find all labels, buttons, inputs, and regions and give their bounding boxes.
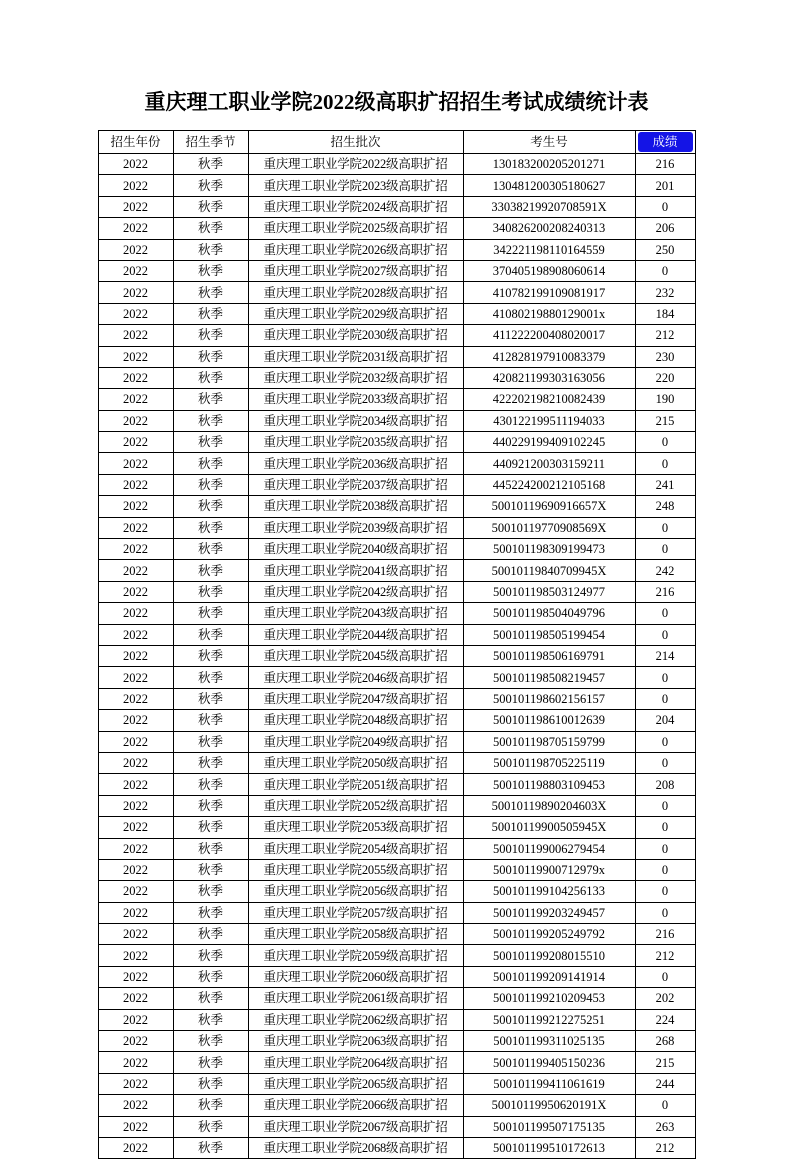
table-row [98, 1052, 695, 1073]
cell-exam-number: 342221198110164559 [463, 239, 635, 260]
page-title: 重庆理工职业学院2022级高职扩招招生考试成绩统计表 [144, 90, 649, 114]
cell-exam-number: 500101198508219457 [463, 667, 635, 688]
cell-batch: 重庆理工职业学院2054级高职扩招 [248, 838, 463, 859]
cell-year: 2022 [98, 1031, 173, 1052]
cell-exam-number: 420821199303163056 [463, 367, 635, 388]
cell-exam-number: 412828197910083379 [463, 346, 635, 367]
column-header-year: 招生年份 [98, 131, 173, 154]
column-header-season: 招生季节 [173, 131, 248, 154]
table-row [98, 945, 695, 966]
column-header-batch: 招生批次 [248, 131, 463, 154]
cell-year: 2022 [98, 260, 173, 281]
table-row [98, 260, 695, 281]
table-row [98, 731, 695, 752]
cell-season: 秋季 [173, 560, 248, 581]
cell-exam-number: 500101198602156157 [463, 688, 635, 709]
cell-batch: 重庆理工职业学院2058级高职扩招 [248, 924, 463, 945]
table-row [98, 432, 695, 453]
cell-batch: 重庆理工职业学院2055级高职扩招 [248, 859, 463, 880]
column-header-score [635, 131, 695, 154]
cell-season: 秋季 [173, 817, 248, 838]
cell-exam-number: 41080219880129001x [463, 303, 635, 324]
table-row [98, 988, 695, 1009]
cell-season: 秋季 [173, 1031, 248, 1052]
cell-score: 0 [635, 539, 695, 560]
cell-score: 0 [635, 881, 695, 902]
cell-score: 0 [635, 902, 695, 923]
cell-exam-number: 445224200212105168 [463, 474, 635, 495]
cell-season: 秋季 [173, 1073, 248, 1094]
cell-season: 秋季 [173, 539, 248, 560]
cell-score: 204 [635, 710, 695, 731]
table-row [98, 539, 695, 560]
table-row [98, 624, 695, 645]
table-row [98, 1009, 695, 1030]
table-row [98, 581, 695, 602]
table-row [98, 175, 695, 196]
cell-score: 242 [635, 560, 695, 581]
cell-batch: 重庆理工职业学院2049级高职扩招 [248, 731, 463, 752]
cell-season: 秋季 [173, 260, 248, 281]
cell-batch: 重庆理工职业学院2052级高职扩招 [248, 795, 463, 816]
cell-year: 2022 [98, 218, 173, 239]
cell-season: 秋季 [173, 924, 248, 945]
cell-score: 206 [635, 218, 695, 239]
cell-exam-number: 50010119840709945X [463, 560, 635, 581]
cell-year: 2022 [98, 1052, 173, 1073]
cell-batch: 重庆理工职业学院2029级高职扩招 [248, 303, 463, 324]
cell-year: 2022 [98, 603, 173, 624]
cell-season: 秋季 [173, 154, 248, 175]
cell-season: 秋季 [173, 881, 248, 902]
cell-batch: 重庆理工职业学院2025级高职扩招 [248, 218, 463, 239]
cell-year: 2022 [98, 624, 173, 645]
cell-exam-number: 130183200205201271 [463, 154, 635, 175]
cell-exam-number: 500101199507175135 [463, 1116, 635, 1137]
cell-batch: 重庆理工职业学院2050级高职扩招 [248, 752, 463, 773]
cell-score: 248 [635, 496, 695, 517]
table-row [98, 1095, 695, 1116]
table-row [98, 239, 695, 260]
table-row [98, 1116, 695, 1137]
cell-batch: 重庆理工职业学院2051级高职扩招 [248, 774, 463, 795]
cell-exam-number: 340826200208240313 [463, 218, 635, 239]
cell-year: 2022 [98, 303, 173, 324]
cell-year: 2022 [98, 1009, 173, 1030]
table-row [98, 645, 695, 666]
cell-batch: 重庆理工职业学院2056级高职扩招 [248, 881, 463, 902]
table-row [98, 325, 695, 346]
cell-season: 秋季 [173, 795, 248, 816]
cell-exam-number: 500101199311025135 [463, 1031, 635, 1052]
cell-year: 2022 [98, 517, 173, 538]
table-row [98, 710, 695, 731]
cell-score: 224 [635, 1009, 695, 1030]
cell-year: 2022 [98, 325, 173, 346]
cell-score: 0 [635, 453, 695, 474]
cell-batch: 重庆理工职业学院2041级高职扩招 [248, 560, 463, 581]
cell-score: 220 [635, 367, 695, 388]
cell-year: 2022 [98, 175, 173, 196]
table-row [98, 838, 695, 859]
cell-batch: 重庆理工职业学院2045级高职扩招 [248, 645, 463, 666]
cell-year: 2022 [98, 710, 173, 731]
cell-score: 201 [635, 175, 695, 196]
cell-year: 2022 [98, 496, 173, 517]
cell-season: 秋季 [173, 517, 248, 538]
cell-score: 212 [635, 945, 695, 966]
cell-score: 0 [635, 731, 695, 752]
cell-batch: 重庆理工职业学院2040级高职扩招 [248, 539, 463, 560]
cell-batch: 重庆理工职业学院2068级高职扩招 [248, 1137, 463, 1158]
cell-season: 秋季 [173, 988, 248, 1009]
cell-batch: 重庆理工职业学院2038级高职扩招 [248, 496, 463, 517]
cell-season: 秋季 [173, 603, 248, 624]
cell-score: 216 [635, 581, 695, 602]
cell-year: 2022 [98, 817, 173, 838]
cell-batch: 重庆理工职业学院2033级高职扩招 [248, 389, 463, 410]
table-row [98, 881, 695, 902]
table-row [98, 367, 695, 388]
cell-batch: 重庆理工职业学院2036级高职扩招 [248, 453, 463, 474]
cell-score: 0 [635, 752, 695, 773]
cell-year: 2022 [98, 346, 173, 367]
table-row [98, 1031, 695, 1052]
table-header [98, 131, 695, 154]
cell-exam-number: 430122199511194033 [463, 410, 635, 431]
cell-score: 244 [635, 1073, 695, 1094]
cell-season: 秋季 [173, 367, 248, 388]
cell-year: 2022 [98, 1116, 173, 1137]
cell-score: 230 [635, 346, 695, 367]
cell-season: 秋季 [173, 774, 248, 795]
cell-year: 2022 [98, 988, 173, 1009]
cell-batch: 重庆理工职业学院2061级高职扩招 [248, 988, 463, 1009]
cell-exam-number: 500101199104256133 [463, 881, 635, 902]
cell-year: 2022 [98, 389, 173, 410]
cell-score: 0 [635, 260, 695, 281]
cell-season: 秋季 [173, 624, 248, 645]
cell-season: 秋季 [173, 1009, 248, 1030]
cell-exam-number: 50010119690916657X [463, 496, 635, 517]
cell-batch: 重庆理工职业学院2039级高职扩招 [248, 517, 463, 538]
cell-year: 2022 [98, 560, 173, 581]
cell-year: 2022 [98, 902, 173, 923]
cell-exam-number: 50010119900505945X [463, 817, 635, 838]
cell-season: 秋季 [173, 966, 248, 987]
table-row [98, 667, 695, 688]
cell-season: 秋季 [173, 496, 248, 517]
cell-score: 0 [635, 196, 695, 217]
grades-table [98, 130, 696, 1159]
cell-batch: 重庆理工职业学院2037级高职扩招 [248, 474, 463, 495]
table-row [98, 560, 695, 581]
cell-season: 秋季 [173, 838, 248, 859]
cell-exam-number: 500101198705225119 [463, 752, 635, 773]
cell-exam-number: 500101199411061619 [463, 1073, 635, 1094]
table-row [98, 752, 695, 773]
table-row [98, 688, 695, 709]
cell-exam-number: 500101199209141914 [463, 966, 635, 987]
column-header-exam-number: 考生号 [463, 131, 635, 154]
cell-batch: 重庆理工职业学院2057级高职扩招 [248, 902, 463, 923]
cell-season: 秋季 [173, 410, 248, 431]
table-header-row [98, 131, 695, 154]
cell-season: 秋季 [173, 196, 248, 217]
table-row [98, 795, 695, 816]
cell-season: 秋季 [173, 474, 248, 495]
table-row [98, 282, 695, 303]
cell-exam-number: 440229199409102245 [463, 432, 635, 453]
cell-score: 0 [635, 517, 695, 538]
cell-score: 0 [635, 817, 695, 838]
table-body [98, 154, 695, 1159]
table-row [98, 966, 695, 987]
cell-exam-number: 500101199203249457 [463, 902, 635, 923]
table-row [98, 154, 695, 175]
cell-exam-number: 500101199210209453 [463, 988, 635, 1009]
cell-score: 0 [635, 688, 695, 709]
cell-batch: 重庆理工职业学院2047级高职扩招 [248, 688, 463, 709]
cell-score: 0 [635, 624, 695, 645]
cell-year: 2022 [98, 239, 173, 260]
cell-score: 190 [635, 389, 695, 410]
cell-season: 秋季 [173, 432, 248, 453]
cell-year: 2022 [98, 645, 173, 666]
table-row [98, 218, 695, 239]
cell-year: 2022 [98, 774, 173, 795]
cell-exam-number: 33038219920708591X [463, 196, 635, 217]
cell-season: 秋季 [173, 581, 248, 602]
cell-year: 2022 [98, 838, 173, 859]
cell-score: 202 [635, 988, 695, 1009]
cell-exam-number: 422202198210082439 [463, 389, 635, 410]
cell-score: 208 [635, 774, 695, 795]
cell-exam-number: 500101199208015510 [463, 945, 635, 966]
cell-season: 秋季 [173, 1095, 248, 1116]
cell-season: 秋季 [173, 303, 248, 324]
cell-exam-number: 130481200305180627 [463, 175, 635, 196]
cell-exam-number: 410782199109081917 [463, 282, 635, 303]
cell-season: 秋季 [173, 453, 248, 474]
cell-year: 2022 [98, 282, 173, 303]
cell-year: 2022 [98, 1095, 173, 1116]
cell-year: 2022 [98, 154, 173, 175]
cell-exam-number: 500101199212275251 [463, 1009, 635, 1030]
cell-season: 秋季 [173, 667, 248, 688]
cell-season: 秋季 [173, 688, 248, 709]
cell-season: 秋季 [173, 1116, 248, 1137]
cell-season: 秋季 [173, 731, 248, 752]
cell-season: 秋季 [173, 239, 248, 260]
cell-score: 241 [635, 474, 695, 495]
cell-year: 2022 [98, 581, 173, 602]
table-row [98, 817, 695, 838]
cell-batch: 重庆理工职业学院2044级高职扩招 [248, 624, 463, 645]
cell-year: 2022 [98, 966, 173, 987]
cell-score: 214 [635, 645, 695, 666]
cell-year: 2022 [98, 688, 173, 709]
cell-score: 0 [635, 966, 695, 987]
cell-year: 2022 [98, 795, 173, 816]
cell-batch: 重庆理工职业学院2034级高职扩招 [248, 410, 463, 431]
cell-season: 秋季 [173, 218, 248, 239]
cell-batch: 重庆理工职业学院2060级高职扩招 [248, 966, 463, 987]
cell-score: 215 [635, 1052, 695, 1073]
table-row [98, 303, 695, 324]
table-row [98, 924, 695, 945]
cell-score: 0 [635, 795, 695, 816]
table-row [98, 902, 695, 923]
table-row [98, 517, 695, 538]
cell-batch: 重庆理工职业学院2053级高职扩招 [248, 817, 463, 838]
cell-score: 184 [635, 303, 695, 324]
table-row [98, 453, 695, 474]
cell-year: 2022 [98, 1137, 173, 1158]
table-row [98, 1137, 695, 1158]
cell-batch: 重庆理工职业学院2028级高职扩招 [248, 282, 463, 303]
cell-batch: 重庆理工职业学院2063级高职扩招 [248, 1031, 463, 1052]
cell-batch: 重庆理工职业学院2023级高职扩招 [248, 175, 463, 196]
table-row [98, 859, 695, 880]
cell-year: 2022 [98, 667, 173, 688]
cell-exam-number: 500101198504049796 [463, 603, 635, 624]
cell-exam-number: 500101199405150236 [463, 1052, 635, 1073]
cell-exam-number: 500101199205249792 [463, 924, 635, 945]
cell-year: 2022 [98, 432, 173, 453]
cell-batch: 重庆理工职业学院2042级高职扩招 [248, 581, 463, 602]
cell-batch: 重庆理工职业学院2046级高职扩招 [248, 667, 463, 688]
cell-season: 秋季 [173, 710, 248, 731]
cell-season: 秋季 [173, 645, 248, 666]
cell-season: 秋季 [173, 945, 248, 966]
cell-score: 212 [635, 325, 695, 346]
cell-season: 秋季 [173, 389, 248, 410]
table-row [98, 389, 695, 410]
cell-exam-number: 50010119890204603X [463, 795, 635, 816]
cell-season: 秋季 [173, 282, 248, 303]
cell-batch: 重庆理工职业学院2059级高职扩招 [248, 945, 463, 966]
cell-batch: 重庆理工职业学院2043级高职扩招 [248, 603, 463, 624]
cell-year: 2022 [98, 367, 173, 388]
cell-season: 秋季 [173, 346, 248, 367]
cell-year: 2022 [98, 752, 173, 773]
cell-batch: 重庆理工职业学院2027级高职扩招 [248, 260, 463, 281]
cell-exam-number: 500101198803109453 [463, 774, 635, 795]
table-row [98, 603, 695, 624]
cell-batch: 重庆理工职业学院2062级高职扩招 [248, 1009, 463, 1030]
table-row [98, 774, 695, 795]
cell-year: 2022 [98, 453, 173, 474]
cell-exam-number: 500101198503124977 [463, 581, 635, 602]
cell-exam-number: 50010119900712979x [463, 859, 635, 880]
cell-exam-number: 50010119770908569X [463, 517, 635, 538]
cell-batch: 重庆理工职业学院2022级高职扩招 [248, 154, 463, 175]
table-row [98, 496, 695, 517]
cell-exam-number: 500101198505199454 [463, 624, 635, 645]
cell-exam-number: 411222200408020017 [463, 325, 635, 346]
cell-year: 2022 [98, 196, 173, 217]
table-row [98, 410, 695, 431]
cell-season: 秋季 [173, 175, 248, 196]
cell-score: 0 [635, 838, 695, 859]
cell-score: 216 [635, 154, 695, 175]
cell-batch: 重庆理工职业学院2031级高职扩招 [248, 346, 463, 367]
cell-season: 秋季 [173, 325, 248, 346]
cell-exam-number: 50010119950620191X [463, 1095, 635, 1116]
cell-year: 2022 [98, 731, 173, 752]
cell-year: 2022 [98, 945, 173, 966]
cell-year: 2022 [98, 1073, 173, 1094]
cell-exam-number: 370405198908060614 [463, 260, 635, 281]
cell-score: 0 [635, 859, 695, 880]
cell-year: 2022 [98, 924, 173, 945]
cell-season: 秋季 [173, 1052, 248, 1073]
cell-batch: 重庆理工职业学院2024级高职扩招 [248, 196, 463, 217]
cell-season: 秋季 [173, 902, 248, 923]
cell-score: 215 [635, 410, 695, 431]
column-header-score-label: 成绩 [638, 132, 693, 152]
cell-score: 216 [635, 924, 695, 945]
cell-year: 2022 [98, 881, 173, 902]
cell-exam-number: 500101198610012639 [463, 710, 635, 731]
cell-year: 2022 [98, 474, 173, 495]
table-row [98, 1073, 695, 1094]
cell-score: 0 [635, 603, 695, 624]
cell-batch: 重庆理工职业学院2066级高职扩招 [248, 1095, 463, 1116]
cell-score: 250 [635, 239, 695, 260]
cell-score: 212 [635, 1137, 695, 1158]
cell-season: 秋季 [173, 1137, 248, 1158]
cell-batch: 重庆理工职业学院2048级高职扩招 [248, 710, 463, 731]
cell-exam-number: 500101198309199473 [463, 539, 635, 560]
cell-score: 232 [635, 282, 695, 303]
cell-score: 0 [635, 432, 695, 453]
table-row [98, 474, 695, 495]
cell-exam-number: 440921200303159211 [463, 453, 635, 474]
cell-batch: 重庆理工职业学院2064级高职扩招 [248, 1052, 463, 1073]
cell-score: 268 [635, 1031, 695, 1052]
cell-score: 0 [635, 1095, 695, 1116]
cell-score: 0 [635, 667, 695, 688]
cell-batch: 重庆理工职业学院2067级高职扩招 [248, 1116, 463, 1137]
cell-score: 263 [635, 1116, 695, 1137]
cell-exam-number: 500101198506169791 [463, 645, 635, 666]
cell-year: 2022 [98, 859, 173, 880]
cell-batch: 重庆理工职业学院2026级高职扩招 [248, 239, 463, 260]
cell-exam-number: 500101199006279454 [463, 838, 635, 859]
cell-exam-number: 500101199510172613 [463, 1137, 635, 1158]
cell-batch: 重庆理工职业学院2065级高职扩招 [248, 1073, 463, 1094]
table-row [98, 346, 695, 367]
cell-year: 2022 [98, 410, 173, 431]
table-row [98, 196, 695, 217]
cell-batch: 重庆理工职业学院2030级高职扩招 [248, 325, 463, 346]
cell-season: 秋季 [173, 752, 248, 773]
cell-batch: 重庆理工职业学院2035级高职扩招 [248, 432, 463, 453]
cell-exam-number: 500101198705159799 [463, 731, 635, 752]
cell-batch: 重庆理工职业学院2032级高职扩招 [248, 367, 463, 388]
cell-season: 秋季 [173, 859, 248, 880]
cell-year: 2022 [98, 539, 173, 560]
